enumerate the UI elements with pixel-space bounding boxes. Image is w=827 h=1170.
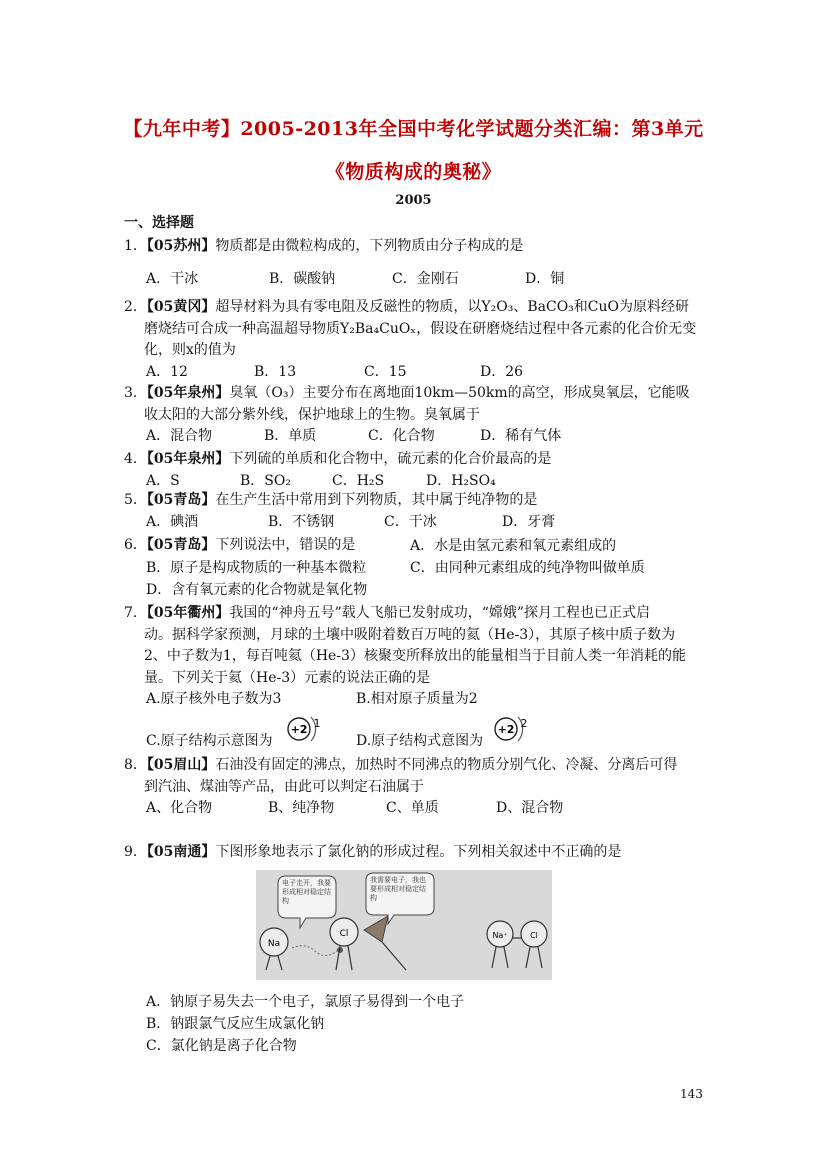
na-ion-label: Na⁺ [492, 931, 508, 940]
question-number: 7． [124, 605, 147, 621]
option-d: D．稀有气体 [480, 428, 562, 444]
option-a: A．水是由氢元素和氧元素组成的 [410, 538, 617, 554]
electron-count: 1 [313, 717, 321, 730]
option-b: B．单质 [264, 428, 317, 444]
question-number: 9． [124, 844, 147, 860]
left-bubble-text: 电子走开，我要形成相对稳定结构 [282, 879, 331, 905]
option-c: C．由同种元素组成的纯净物叫做单质 [410, 560, 645, 576]
option-a: A．12 [146, 364, 188, 380]
option-c: C．金刚石 [392, 271, 459, 287]
question-source-tag: 【05年泉州】 [146, 385, 230, 401]
question-text-line-2: 收太阳的大部分紫外线，保护地球上的生物。臭氧属于 [144, 406, 480, 423]
option-a: A.原子核外电子数为3 [146, 691, 282, 707]
question-5 [124, 490, 714, 512]
right-bubble-text: 我需要电子，我也要形成相对稳定结构 [370, 876, 426, 902]
option-d: D．含有氧元素的化合物就是氧化物 [146, 582, 368, 598]
question-number: 8． [124, 757, 147, 773]
question-text: 下图形象地表示了氯化钠的形成过程。下列相关叙述中不正确的是 [215, 844, 622, 860]
cl-ion-label: Cl [530, 931, 538, 940]
question-8 [124, 755, 714, 798]
option-b: B．碳酸钠 [269, 271, 336, 287]
option-a: A．干冰 [146, 271, 199, 287]
option-a: A．钠原子易失去一个电子，氯原子易得到一个电子 [146, 994, 465, 1010]
question-text: 下列硫的单质和化合物中，硫元素的化合价最高的是 [229, 451, 552, 467]
question-text-line-4: 量。下列关于氦（He-3）元素的说法正确的是 [144, 669, 431, 686]
option-b: B．原子是构成物质的一种基本微粒 [146, 560, 367, 576]
question-1 [124, 236, 714, 258]
year-heading: 2005 [395, 193, 432, 208]
section-heading: 一、选择题 [124, 215, 194, 231]
question-text-line-1: 我国的“神舟五号”载人飞船已发射成功，“嫦娥”探月工程也已正式启 [229, 605, 651, 621]
na-label: Na [267, 939, 281, 949]
question-number: 6． [124, 537, 147, 553]
option-d: D．牙膏 [502, 514, 556, 530]
option-c: C.原子结构示意图为 [146, 733, 273, 749]
question-source-tag: 【05年衢州】 [146, 605, 230, 621]
option-a: A、化合物 [146, 800, 213, 816]
question-source-tag: 【05南通】 [146, 844, 216, 860]
option-d-line [356, 731, 483, 752]
question-4 [124, 449, 714, 471]
question-source-tag: 【05苏州】 [146, 238, 216, 254]
question-text-line-3: 化，则x的值为 [144, 342, 236, 358]
question-text-line-1: 超导材料为具有零电阻及反磁性的物质，以Y₂O₃、BaCO₃和CuO为原料经研 [215, 299, 689, 315]
question-7 [124, 603, 714, 689]
option-d: D．H₂SO₄ [426, 473, 496, 489]
question-text: 物质都是由微粒构成的，下列物质由分子构成的是 [215, 238, 524, 254]
option-d: D．铜 [525, 271, 565, 287]
question-text: 在生产生活中常用到下列物质，其中属于纯净物的是 [215, 492, 538, 508]
question-source-tag: 【05眉山】 [146, 757, 216, 773]
question-3 [124, 383, 714, 426]
question-text-line-1: 石油没有固定的沸点，加热时不同沸点的物质分别气化、冷凝、分离后可得 [215, 757, 678, 773]
option-d: D、混合物 [496, 800, 564, 816]
option-c-line [146, 731, 273, 752]
nucleus-label: +2 [290, 723, 308, 736]
option-d: D．26 [480, 364, 524, 380]
question-source-tag: 【05黄冈】 [146, 299, 216, 315]
option-c: C．化合物 [368, 428, 435, 444]
option-b: B．不锈钢 [268, 514, 335, 530]
question-text-line-1: 臭氧（O₃）主要分布在离地面10km—50km的高空，形成臭氧层，它能吸 [229, 385, 690, 401]
page-title: 【九年中考】2005-2013年全国中考化学试题分类汇编：第3单元 [123, 118, 704, 140]
page-number: 143 [680, 1087, 703, 1101]
question-text: 下列说法中，错误的是 [215, 537, 356, 553]
option-c: C．15 [364, 364, 407, 380]
option-b: B.相对原子质量为2 [356, 691, 478, 707]
question-text-line-2: 到汽油、煤油等产品，由此可以判定石油属于 [144, 778, 424, 795]
question-source-tag: 【05青岛】 [146, 492, 216, 508]
option-a: A．碘酒 [146, 514, 199, 530]
question-number: 2． [124, 299, 147, 315]
option-a: A．混合物 [146, 428, 213, 444]
option-a: A．S [146, 473, 180, 489]
nucleus-label: +2 [497, 723, 515, 736]
option-b: B、纯净物 [268, 800, 335, 816]
question-text-line-2: 动。据科学家预测，月球的土壤中吸附着数百万吨的氦（He-3），其原子核中质子数为 [144, 626, 676, 643]
question-number: 4． [124, 451, 147, 467]
cl-label: Cl [339, 929, 349, 939]
atom-structure-diagram-d [492, 712, 526, 742]
electron-count: 2 [520, 717, 528, 730]
question-source-tag: 【05年泉州】 [146, 451, 230, 467]
question-9 [124, 842, 714, 864]
option-c: C．H₂S [332, 473, 385, 489]
question-number: 3． [124, 385, 147, 401]
question-2 [124, 297, 714, 362]
option-b: B．钠跟氯气反应生成氯化钠 [146, 1016, 325, 1032]
option-c: C．干冰 [384, 514, 437, 530]
option-c: C．氯化钠是离子化合物 [146, 1038, 297, 1054]
option-b: B．SO₂ [240, 473, 291, 489]
atom-structure-diagram-c [285, 712, 319, 742]
option-b: B．13 [254, 364, 297, 380]
option-d: D.原子结构式意图为 [356, 733, 484, 749]
sodium-chloride-formation-figure [256, 870, 552, 980]
question-source-tag: 【05青岛】 [146, 537, 216, 553]
page-subtitle: 《物质构成的奥秘》 [325, 161, 502, 183]
question-text-line-2: 磨烧结可合成一种高温超导物质Y₂Ba₄CuOₓ，假设在研磨烧结过程中各元素的化合价无变 [144, 320, 697, 337]
question-number: 1． [124, 238, 147, 254]
question-text-line-3: 2、中子数为1，每百吨氦（He-3）核聚变所释放出的能量相当于目前人类一年消耗的能 [144, 648, 686, 664]
option-c: C、单质 [386, 800, 439, 816]
question-number: 5． [124, 492, 147, 508]
